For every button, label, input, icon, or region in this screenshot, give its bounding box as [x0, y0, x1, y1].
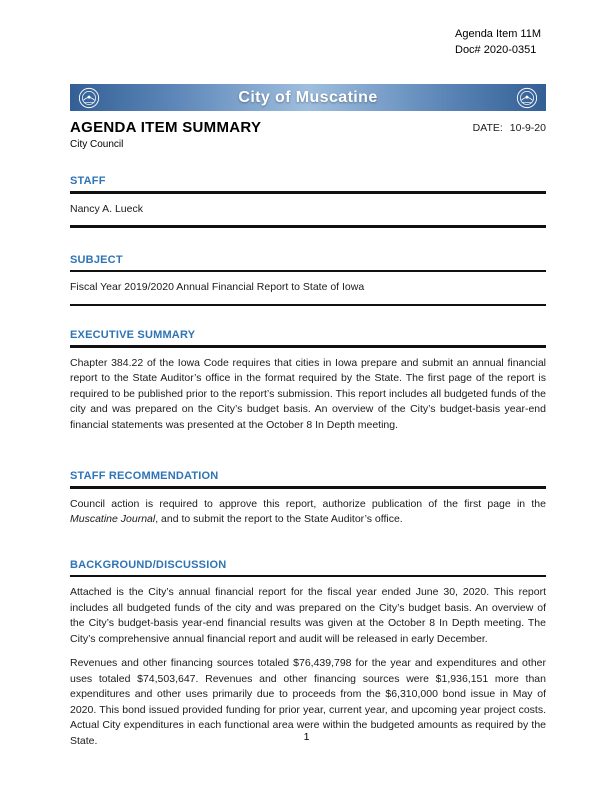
city-banner: [70, 84, 546, 111]
heading-rule: [70, 575, 546, 578]
section-bottom-rule: [70, 304, 546, 307]
heading-rule: [70, 270, 546, 273]
section-executive-summary: [70, 329, 546, 433]
date-label: DATE:: [472, 122, 503, 134]
agenda-item-number: Agenda Item 11M: [455, 28, 542, 40]
doc-number: Doc# 2020-0351: [455, 43, 537, 56]
heading-rule: [70, 191, 546, 194]
section-bottom-rule: [70, 225, 546, 228]
banner-title: City of Muscatine: [238, 88, 378, 106]
page-subtitle: City Council: [70, 139, 124, 150]
journal-name-italic: Muscatine Journal: [70, 513, 156, 525]
staff-name: Nancy A. Lueck: [70, 202, 143, 215]
heading-rule: [70, 486, 546, 489]
recommendation-text-start: Council action is required to approve this report, authorize publication of the first page in the: [70, 497, 546, 510]
section-heading-subject: SUBJECT: [70, 253, 123, 266]
section-heading-executive-summary: EXECUTIVE SUMMARY: [70, 329, 196, 341]
date-line: [473, 122, 546, 134]
date-value: 10-9-20: [509, 122, 546, 134]
executive-summary-text: Chapter 384.22 of the Iowa Code requires that cities in Iowa prepare and submit an annual financial report to the State Auditor’s office in the format required by the State. The first page of the report is required to be published prior to the report’s submission. This report includes all budgeted funds of the city and was prepared on the City’s budget basis. An overview of the City’s budget-basis year-end financial statements was presented at the October 8 In Depth meeting.: [70, 356, 546, 431]
document-content: [70, 84, 546, 749]
section-heading-staff-recommendation: STAFF RECOMMENDATION: [70, 470, 219, 482]
title-block: [70, 119, 261, 150]
page-title: AGENDA ITEM SUMMARY: [70, 119, 262, 136]
background-paragraph-2: Revenues and other financing sources totaled $76,439,798 for the year and expenditures and other uses totaled $74,503,647. Revenues and other financing sources were $1,936,151 more than expenditures and other uses primarily due to proceeds from the $6,310,000 bond issue in May of 2020. This bond issued provided funding for prior year, current year, and upcoming year project costs. Actual City expenditures in each functional area were within the budgeted amounts as required by the State.: [70, 657, 546, 747]
title-row: [70, 119, 546, 150]
subject-text: Fiscal Year 2019/2020 Annual Financial Report to State of Iowa: [70, 281, 365, 293]
section-staff: [70, 175, 546, 228]
section-heading-background: BACKGROUND/DISCUSSION: [70, 558, 227, 571]
page-number: 1: [303, 731, 310, 743]
section-background-discussion: [70, 559, 546, 750]
section-subject: [70, 254, 546, 307]
recommendation-text-end: , and to submit the report to the State Auditor’s office.: [155, 513, 403, 525]
section-staff-recommendation: [70, 470, 546, 528]
heading-rule: [70, 345, 546, 348]
background-paragraph-1: Attached is the City’s annual financial report for the fiscal year ended June 30, 2020. This report includes all budgeted funds of the city and was prepared on the City’s budget basis. An overview of the City’s budget-basis year-end financial results was given at the October 8 In Depth meeting. The City’s comprehensive annual financial report and audit will be released in early December.: [70, 586, 546, 645]
corner-annotation: [455, 27, 541, 59]
section-heading-staff: STAFF: [70, 175, 106, 187]
staff-recommendation-text: [70, 497, 546, 528]
